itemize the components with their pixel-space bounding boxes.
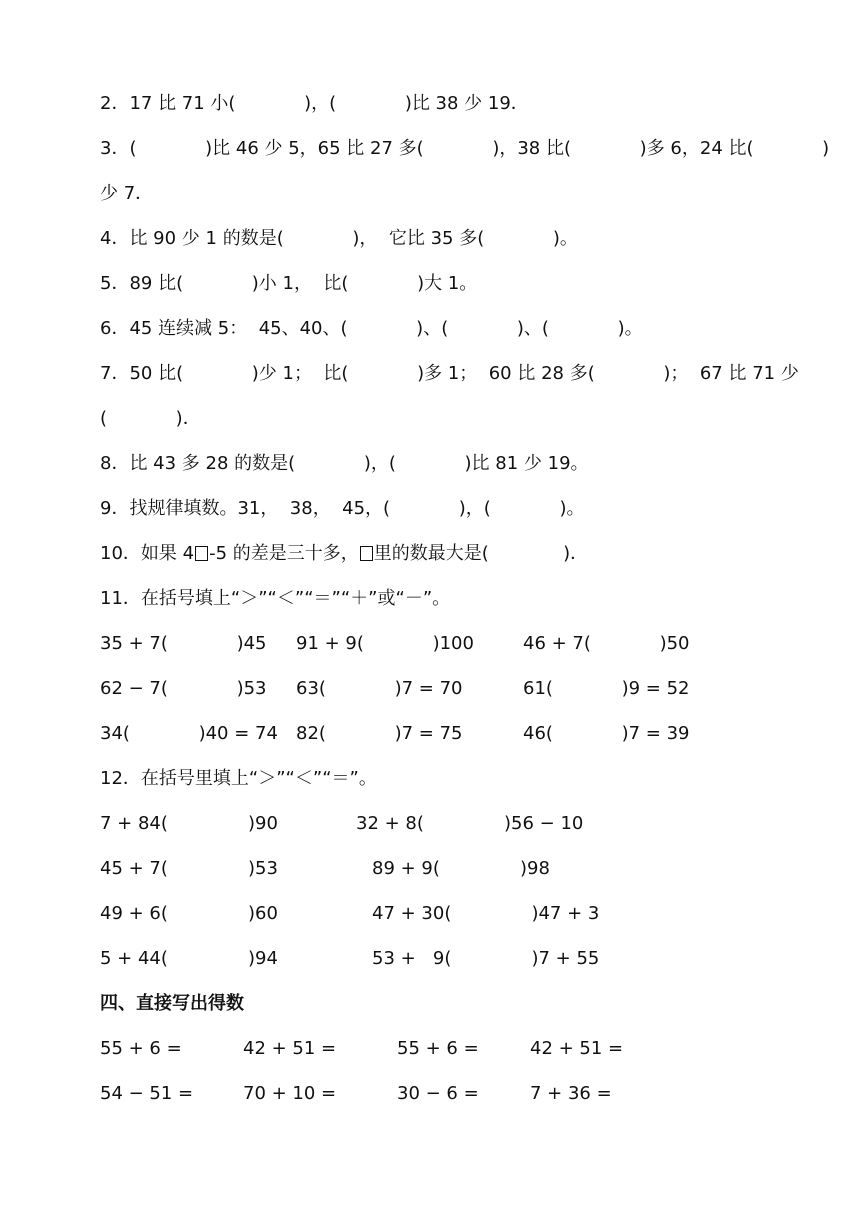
calc-item: 70 + 10 = <box>243 1083 337 1104</box>
q12-item: 53 + 9( )7 + 55 <box>372 948 600 969</box>
q11-item: 46( )7 = 39 <box>523 723 690 744</box>
q12-item: 89 + 9( )98 <box>372 858 550 879</box>
q12-item: 47 + 30( )47 + 3 <box>372 903 600 924</box>
q11-item: 35 + 7( )45 <box>100 633 267 654</box>
question-10-suffix: 里的数最大是( )． <box>373 543 589 564</box>
blank-square-icon <box>360 546 373 561</box>
calc-item: 7 + 36 = <box>530 1083 612 1104</box>
question-3-line-1: 3．( )比 46 少 5，65 比 27 多( )，38 比( )多 6，24 比( ) <box>100 138 830 159</box>
question-7-line-1: 7．50 比( )少 1； 比( )多 1； 60 比 28 多( )； 67 比 71 少 <box>100 363 799 384</box>
calc-item: 55 + 6 = <box>397 1038 479 1059</box>
q11-item: 61( )9 = 52 <box>523 678 690 699</box>
q11-item: 91 + 9( )100 <box>296 633 474 654</box>
question-4: 4．比 90 少 1 的数是( )， 它比 35 多( )。 <box>100 228 578 249</box>
blank-square-icon <box>195 546 208 561</box>
q11-item: 82( )7 = 75 <box>296 723 463 744</box>
question-9: 9．找规律填数。31， 38， 45，( )，( )。 <box>100 498 585 519</box>
calc-item: 42 + 51 = <box>530 1038 624 1059</box>
question-11: 11．在括号填上“＞”“＜”“＝”“＋”或“－”。 <box>100 588 451 609</box>
calc-item: 55 + 6 = <box>100 1038 182 1059</box>
question-10 <box>100 543 588 565</box>
question-6: 6．45 连续减 5： 45、40、( )、( )、( )。 <box>100 318 643 339</box>
question-7-line-2: ( )． <box>100 408 201 429</box>
q12-item: 32 + 8( )56 − 10 <box>356 813 584 834</box>
question-8: 8．比 43 多 28 的数是( )，( )比 81 少 19。 <box>100 453 589 474</box>
section-4-title: 四、直接写出得数 <box>100 993 244 1014</box>
question-10-middle: -5 的差是三十多， <box>209 543 359 564</box>
calc-item: 42 + 51 = <box>243 1038 337 1059</box>
question-12: 12．在括号里填上“＞”“＜”“＝”。 <box>100 768 377 789</box>
q11-item: 46 + 7( )50 <box>523 633 690 654</box>
q11-item: 63( )7 = 70 <box>296 678 463 699</box>
calc-item: 54 − 51 = <box>100 1083 194 1104</box>
q11-item: 62 − 7( )53 <box>100 678 267 699</box>
q12-item: 5 + 44( )94 <box>100 948 278 969</box>
q12-item: 49 + 6( )60 <box>100 903 278 924</box>
q11-item: 34( )40 = 74 <box>100 723 278 744</box>
question-5: 5．89 比( )小 1， 比( )大 1。 <box>100 273 478 294</box>
question-10-prefix: 10．如果 4 <box>100 543 195 564</box>
calc-item: 30 − 6 = <box>397 1083 479 1104</box>
q12-item: 45 + 7( )53 <box>100 858 278 879</box>
question-3-line-2: 少 7． <box>100 183 154 204</box>
q12-item: 7 + 84( )90 <box>100 813 278 834</box>
question-2: 2．17 比 71 小( )，( )比 38 少 19． <box>100 93 529 114</box>
